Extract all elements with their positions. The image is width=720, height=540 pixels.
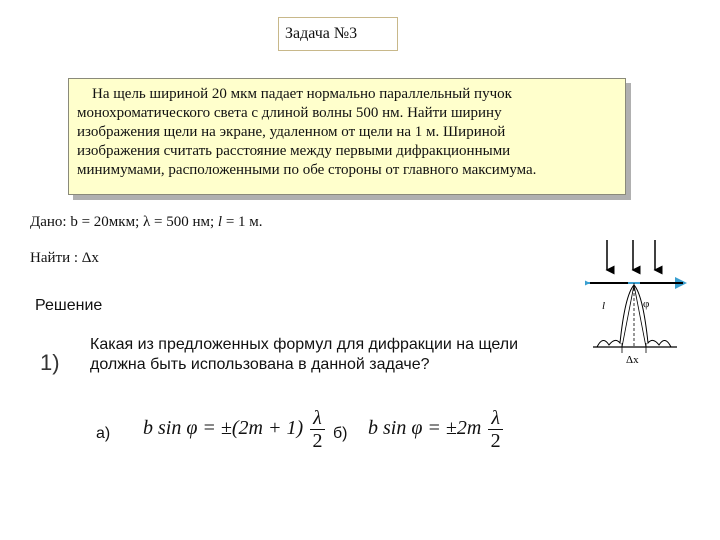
question-line: Какая из предложенных формул для дифракции на щели bbox=[90, 336, 519, 353]
find-quantity: Найти : Δx bbox=[30, 250, 99, 266]
problem-line: изображения считать расстояние между первыми дифракционными bbox=[77, 143, 511, 159]
given-prefix: Дано: b = 20мкм; λ = 500 нм; bbox=[30, 214, 218, 230]
problem-line: монохроматического света с длиной волны 500 нм. Найти ширину bbox=[77, 105, 502, 121]
step-number: 1) bbox=[40, 350, 60, 375]
option-b-lhs: b sin φ = ±2m bbox=[368, 417, 482, 440]
l-label: l bbox=[602, 300, 606, 312]
problem-line: На щель шириной 20 мкм падает нормально параллельный пучок bbox=[77, 86, 512, 102]
option-a-label[interactable]: а) bbox=[96, 425, 111, 442]
option-a-fraction bbox=[310, 407, 325, 452]
option-a-denominator: 2 bbox=[312, 430, 323, 452]
option-b-label[interactable]: б) bbox=[333, 425, 348, 442]
option-b-fraction bbox=[488, 407, 503, 452]
problem-line: изображения щели на экране, удаленном от щели на 1 м. Шириной bbox=[77, 124, 506, 140]
dx-label: Δx bbox=[626, 354, 639, 366]
option-b-numerator: λ bbox=[488, 407, 503, 430]
phi-label: φ bbox=[643, 298, 650, 310]
option-b-formula[interactable] bbox=[368, 407, 503, 452]
problem-line: минимумами, расположенными по обе стороны от главного максимума. bbox=[77, 162, 537, 178]
given-suffix: = 1 м. bbox=[222, 214, 263, 230]
question-line: должна быть использована в данной задаче? bbox=[90, 356, 430, 373]
option-a-lhs: b sin φ = ±(2m + 1) bbox=[143, 417, 304, 440]
problem-statement-box bbox=[68, 78, 626, 195]
option-b-denominator: 2 bbox=[490, 430, 501, 452]
given-data bbox=[30, 214, 263, 231]
solution-heading: Решение bbox=[35, 297, 103, 314]
question-text bbox=[90, 335, 518, 375]
problem-title: Задача №3 bbox=[278, 17, 398, 51]
given-l-symbol: l bbox=[217, 214, 223, 230]
diffraction-diagram bbox=[585, 235, 695, 370]
option-a-formula[interactable] bbox=[143, 407, 325, 452]
option-a-numerator: λ bbox=[310, 407, 325, 430]
